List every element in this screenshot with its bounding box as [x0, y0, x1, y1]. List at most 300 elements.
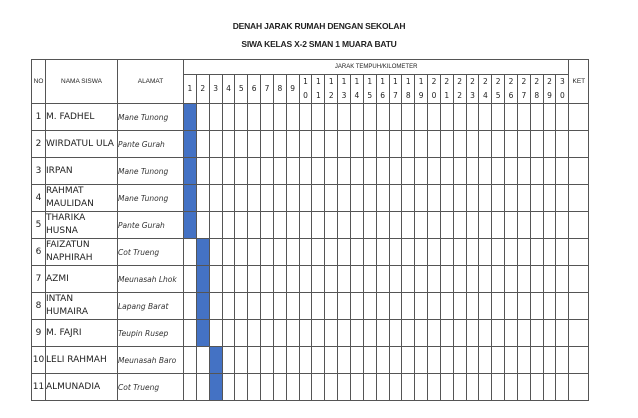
km-cell — [402, 104, 415, 131]
km-cell — [530, 104, 543, 131]
km-cell — [325, 212, 338, 239]
km-cell — [530, 158, 543, 185]
km-cell — [556, 320, 569, 347]
row-number: 1 — [32, 104, 46, 131]
km-cell — [325, 266, 338, 293]
km-cell — [389, 158, 402, 185]
km-cell — [248, 104, 261, 131]
km-cell — [517, 239, 530, 266]
km-cell — [466, 374, 479, 401]
km-cell — [325, 185, 338, 212]
km-cell — [299, 104, 312, 131]
km-cell — [543, 266, 556, 293]
km-cell — [376, 185, 389, 212]
km-cell — [312, 266, 325, 293]
km-cell — [415, 158, 428, 185]
header-km-26: 2 6 — [505, 75, 518, 104]
km-cell — [338, 374, 351, 401]
km-cell — [286, 158, 299, 185]
km-cell — [428, 104, 441, 131]
km-cell — [235, 104, 248, 131]
km-cell — [428, 158, 441, 185]
km-cell — [556, 374, 569, 401]
km-cell — [530, 212, 543, 239]
km-cell — [492, 131, 505, 158]
header-nama-siswa: NAMA SISWA — [46, 60, 118, 104]
km-cell — [543, 347, 556, 374]
row-number: 2 — [32, 131, 46, 158]
header-km-29: 2 9 — [543, 75, 556, 104]
header-km-21: 2 1 — [440, 75, 453, 104]
km-cell — [453, 131, 466, 158]
km-cell — [222, 212, 235, 239]
km-cell — [261, 266, 274, 293]
km-cell — [235, 266, 248, 293]
km-cell — [389, 374, 402, 401]
km-cell — [363, 104, 376, 131]
km-cell — [543, 104, 556, 131]
km-cell — [466, 320, 479, 347]
km-cell — [428, 185, 441, 212]
header-km-4: 4 — [222, 75, 235, 104]
km-cell — [312, 320, 325, 347]
km-cell — [286, 266, 299, 293]
km-cell — [325, 239, 338, 266]
km-cell — [196, 158, 209, 185]
km-cell — [530, 374, 543, 401]
ket-cell — [569, 212, 589, 239]
km-cell — [479, 185, 492, 212]
km-cell — [350, 212, 363, 239]
km-cell — [299, 239, 312, 266]
km-cell — [466, 266, 479, 293]
distance-bar — [196, 293, 209, 320]
km-cell — [556, 239, 569, 266]
header-km-28: 2 8 — [530, 75, 543, 104]
km-cell — [505, 104, 518, 131]
km-cell — [428, 293, 441, 320]
km-cell — [338, 104, 351, 131]
row-number: 8 — [32, 293, 46, 320]
header-ket: KET — [569, 60, 589, 104]
km-cell — [222, 374, 235, 401]
km-cell — [492, 347, 505, 374]
km-cell — [479, 239, 492, 266]
km-cell — [415, 266, 428, 293]
km-cell — [273, 158, 286, 185]
km-cell — [453, 104, 466, 131]
header-km-24: 2 4 — [479, 75, 492, 104]
km-cell — [453, 347, 466, 374]
km-cell — [222, 104, 235, 131]
km-cell — [261, 239, 274, 266]
km-cell — [415, 320, 428, 347]
km-cell — [505, 266, 518, 293]
km-cell — [350, 158, 363, 185]
km-cell — [235, 131, 248, 158]
km-cell — [402, 185, 415, 212]
header-km-12: 1 2 — [325, 75, 338, 104]
km-cell — [415, 104, 428, 131]
km-cell — [453, 212, 466, 239]
km-cell — [440, 212, 453, 239]
km-cell — [248, 185, 261, 212]
table-row — [32, 347, 589, 374]
km-cell — [286, 131, 299, 158]
student-name: IRPAN — [46, 158, 118, 185]
km-cell — [376, 374, 389, 401]
student-name: AZMI — [46, 266, 118, 293]
km-cell — [453, 239, 466, 266]
km-cell — [376, 131, 389, 158]
header-km-8: 8 — [273, 75, 286, 104]
km-cell — [479, 347, 492, 374]
km-cell — [453, 158, 466, 185]
student-address: Cot Trueng — [118, 374, 184, 401]
km-cell — [248, 131, 261, 158]
km-cell — [543, 185, 556, 212]
header-km-1: 1 — [184, 75, 197, 104]
student-name: ALMUNADIA — [46, 374, 118, 401]
km-cell — [479, 293, 492, 320]
km-cell — [505, 239, 518, 266]
km-cell — [453, 374, 466, 401]
km-cell — [299, 158, 312, 185]
km-cell — [492, 185, 505, 212]
km-cell — [479, 212, 492, 239]
student-name: RAHMAT MAULIDAN — [46, 185, 118, 212]
row-number: 4 — [32, 185, 46, 212]
student-address: Meunasah Baro — [118, 347, 184, 374]
km-cell — [363, 185, 376, 212]
distance-bar — [184, 158, 197, 185]
km-cell — [299, 185, 312, 212]
km-cell — [248, 266, 261, 293]
km-cell — [299, 293, 312, 320]
header-km-17: 1 7 — [389, 75, 402, 104]
km-cell — [376, 347, 389, 374]
km-cell — [312, 185, 325, 212]
km-cell — [466, 212, 479, 239]
km-cell — [402, 266, 415, 293]
km-cell — [556, 185, 569, 212]
km-cell — [376, 320, 389, 347]
km-cell — [402, 293, 415, 320]
km-cell — [261, 185, 274, 212]
km-cell — [196, 374, 209, 401]
km-cell — [505, 185, 518, 212]
km-cell — [389, 347, 402, 374]
ket-cell — [569, 374, 589, 401]
km-cell — [389, 185, 402, 212]
km-cell — [350, 320, 363, 347]
km-cell — [286, 212, 299, 239]
km-cell — [556, 266, 569, 293]
table-row — [32, 239, 589, 266]
student-address: Teupin Rusep — [118, 320, 184, 347]
student-name: LELI RAHMAH — [46, 347, 118, 374]
ket-cell — [569, 293, 589, 320]
km-cell — [222, 320, 235, 347]
km-cell — [402, 239, 415, 266]
km-cell — [196, 185, 209, 212]
km-cell — [505, 293, 518, 320]
km-cell — [440, 347, 453, 374]
km-cell — [415, 185, 428, 212]
km-cell — [261, 131, 274, 158]
header-km-27: 2 7 — [517, 75, 530, 104]
km-cell — [222, 131, 235, 158]
km-cell — [415, 347, 428, 374]
km-cell — [350, 239, 363, 266]
km-cell — [261, 374, 274, 401]
km-cell — [312, 158, 325, 185]
km-cell — [338, 131, 351, 158]
km-cell — [415, 212, 428, 239]
km-cell — [389, 212, 402, 239]
km-cell — [440, 239, 453, 266]
student-address: Pante Gurah — [118, 212, 184, 239]
km-cell — [466, 158, 479, 185]
km-cell — [389, 266, 402, 293]
km-cell — [389, 293, 402, 320]
km-cell — [530, 239, 543, 266]
km-cell — [312, 104, 325, 131]
km-cell — [466, 293, 479, 320]
km-cell — [363, 131, 376, 158]
km-cell — [235, 212, 248, 239]
km-cell — [273, 131, 286, 158]
km-cell — [428, 266, 441, 293]
km-cell — [543, 212, 556, 239]
km-cell — [376, 239, 389, 266]
km-cell — [325, 293, 338, 320]
km-cell — [338, 320, 351, 347]
km-cell — [376, 293, 389, 320]
km-cell — [479, 266, 492, 293]
km-cell — [350, 266, 363, 293]
km-cell — [350, 347, 363, 374]
km-cell — [492, 104, 505, 131]
km-cell — [235, 293, 248, 320]
km-cell — [299, 347, 312, 374]
km-cell — [466, 131, 479, 158]
header-km-10: 1 0 — [299, 75, 312, 104]
km-cell — [273, 104, 286, 131]
km-cell — [286, 239, 299, 266]
km-cell — [325, 131, 338, 158]
km-cell — [184, 347, 197, 374]
km-cell — [402, 320, 415, 347]
km-cell — [338, 239, 351, 266]
distance-bar — [184, 131, 197, 158]
km-cell — [466, 104, 479, 131]
km-cell — [273, 320, 286, 347]
km-cell — [209, 104, 222, 131]
km-cell — [376, 266, 389, 293]
km-cell — [248, 374, 261, 401]
km-cell — [286, 374, 299, 401]
student-name: THARIKA HUSNA — [46, 212, 118, 239]
km-cell — [517, 293, 530, 320]
km-cell — [261, 158, 274, 185]
km-cell — [376, 104, 389, 131]
km-cell — [273, 293, 286, 320]
km-cell — [428, 239, 441, 266]
km-cell — [402, 158, 415, 185]
distance-bar — [209, 374, 222, 401]
ket-cell — [569, 158, 589, 185]
header-km-19: 1 9 — [415, 75, 428, 104]
km-cell — [453, 185, 466, 212]
km-cell — [286, 185, 299, 212]
header-km-3: 3 — [209, 75, 222, 104]
km-cell — [286, 293, 299, 320]
km-cell — [376, 212, 389, 239]
km-cell — [312, 212, 325, 239]
km-cell — [428, 347, 441, 374]
km-cell — [196, 104, 209, 131]
km-cell — [312, 293, 325, 320]
student-address: Mane Tunong — [118, 104, 184, 131]
km-cell — [530, 131, 543, 158]
table-row — [32, 266, 589, 293]
km-cell — [517, 212, 530, 239]
km-cell — [235, 158, 248, 185]
km-cell — [440, 293, 453, 320]
km-cell — [402, 212, 415, 239]
header-km-25: 2 5 — [492, 75, 505, 104]
ket-cell — [569, 185, 589, 212]
km-cell — [402, 131, 415, 158]
km-cell — [517, 131, 530, 158]
km-cell — [415, 293, 428, 320]
km-cell — [273, 212, 286, 239]
km-cell — [453, 320, 466, 347]
km-cell — [428, 131, 441, 158]
km-cell — [440, 185, 453, 212]
page-title: DENAH JARAK RUMAH DENGAN SEKOLAH — [232, 21, 406, 31]
km-cell — [556, 158, 569, 185]
header-jarak-tempuh: JARAK TEMPUH/KILOMETER — [184, 60, 569, 75]
km-cell — [325, 374, 338, 401]
km-cell — [440, 131, 453, 158]
km-cell — [363, 266, 376, 293]
km-cell — [261, 212, 274, 239]
km-cell — [453, 293, 466, 320]
table-row — [32, 131, 589, 158]
km-cell — [312, 131, 325, 158]
km-cell — [530, 347, 543, 374]
km-cell — [235, 320, 248, 347]
row-number: 5 — [32, 212, 46, 239]
page-subtitle: SIWA KELAS X-2 SMAN 1 MUARA BATU — [241, 39, 397, 49]
km-cell — [350, 293, 363, 320]
km-cell — [389, 239, 402, 266]
km-cell — [338, 158, 351, 185]
km-cell — [325, 158, 338, 185]
km-cell — [184, 374, 197, 401]
km-cell — [479, 158, 492, 185]
km-cell — [492, 158, 505, 185]
km-cell — [248, 293, 261, 320]
km-cell — [363, 320, 376, 347]
km-cell — [209, 212, 222, 239]
km-cell — [505, 347, 518, 374]
km-cell — [222, 185, 235, 212]
km-cell — [222, 293, 235, 320]
km-cell — [338, 185, 351, 212]
km-cell — [492, 239, 505, 266]
row-number: 9 — [32, 320, 46, 347]
km-cell — [248, 158, 261, 185]
km-cell — [492, 320, 505, 347]
km-cell — [261, 347, 274, 374]
km-cell — [376, 158, 389, 185]
km-cell — [273, 185, 286, 212]
km-cell — [466, 185, 479, 212]
distance-bar — [196, 320, 209, 347]
km-cell — [402, 374, 415, 401]
km-cell — [248, 347, 261, 374]
km-cell — [248, 212, 261, 239]
km-cell — [235, 185, 248, 212]
header-alamat: ALAMAT — [118, 60, 184, 104]
km-cell — [402, 347, 415, 374]
header-km-9: 9 — [286, 75, 299, 104]
km-cell — [209, 266, 222, 293]
km-cell — [440, 158, 453, 185]
header-km-16: 1 6 — [376, 75, 389, 104]
distance-bar — [184, 104, 197, 131]
km-cell — [363, 239, 376, 266]
table-row — [32, 185, 589, 212]
km-cell — [350, 131, 363, 158]
km-cell — [517, 158, 530, 185]
km-cell — [222, 158, 235, 185]
km-cell — [196, 347, 209, 374]
km-cell — [235, 239, 248, 266]
header-km-20: 2 0 — [428, 75, 441, 104]
km-cell — [505, 131, 518, 158]
km-cell — [543, 239, 556, 266]
km-cell — [299, 374, 312, 401]
km-cell — [428, 212, 441, 239]
km-cell — [235, 347, 248, 374]
km-cell — [286, 320, 299, 347]
km-cell — [543, 158, 556, 185]
km-cell — [389, 320, 402, 347]
km-cell — [479, 374, 492, 401]
km-cell — [209, 293, 222, 320]
km-cell — [543, 131, 556, 158]
table-row — [32, 293, 589, 320]
km-cell — [543, 374, 556, 401]
km-cell — [350, 104, 363, 131]
distance-bar — [184, 212, 197, 239]
table-row — [32, 104, 589, 131]
table-row — [32, 320, 589, 347]
header-km-23: 2 3 — [466, 75, 479, 104]
distance-bar — [196, 266, 209, 293]
row-number: 11 — [32, 374, 46, 401]
km-cell — [338, 347, 351, 374]
km-cell — [363, 158, 376, 185]
km-cell — [517, 266, 530, 293]
km-cell — [543, 320, 556, 347]
student-address: Pante Gurah — [118, 131, 184, 158]
km-cell — [273, 374, 286, 401]
